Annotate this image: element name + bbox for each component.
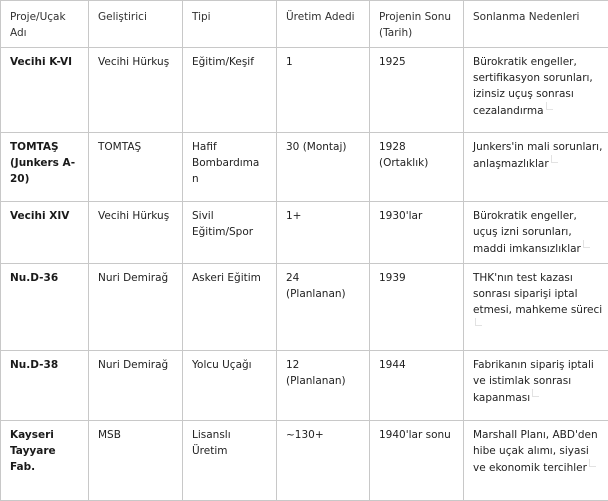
cell-project-end: 1925: [370, 48, 464, 133]
cell-developer: Vecihi Hürkuş: [89, 48, 183, 133]
cell-end-reasons: [464, 264, 608, 351]
cell-project-name: Kayseri Tayyare Fab.: [1, 421, 89, 501]
cell-developer: Nuri Demirağ: [89, 264, 183, 351]
header-cell-project-end: Projenin Sonu (Tarih): [370, 1, 464, 48]
cell-developer: Vecihi Hürkuş: [89, 202, 183, 264]
cell-production-count: ~130+: [277, 421, 370, 501]
citation-icon[interactable]: [546, 102, 553, 110]
cell-project-name: Vecihi XIV: [1, 202, 89, 264]
cell-project-name: TOMTAŞ (Junkers A-20): [1, 133, 89, 202]
citation-icon[interactable]: [589, 459, 596, 467]
header-cell-project-name: Proje/Uçak Adı: [1, 1, 89, 48]
table-row: [1, 351, 608, 421]
cell-developer: MSB: [89, 421, 183, 501]
header-cell-developer: Geliştirici: [89, 1, 183, 48]
cell-production-count: 12 (Planlanan): [277, 351, 370, 421]
cell-type: Hafif Bombardıma n: [183, 133, 277, 202]
cell-type: Askeri Eğitim: [183, 264, 277, 351]
cell-production-count: 1: [277, 48, 370, 133]
cell-project-name: Nu.D-38: [1, 351, 89, 421]
table-row: [1, 421, 608, 501]
cell-type: Lisanslı Üretim: [183, 421, 277, 501]
cell-production-count: 24 (Planlanan): [277, 264, 370, 351]
cell-developer: Nuri Demirağ: [89, 351, 183, 421]
cell-end-reasons: [464, 202, 608, 264]
cell-developer: TOMTAŞ: [89, 133, 183, 202]
citation-icon[interactable]: [551, 155, 558, 163]
table-row: [1, 202, 608, 264]
cell-project-end: 1939: [370, 264, 464, 351]
cell-project-end: 1944: [370, 351, 464, 421]
cell-project-end: 1928 (Ortaklık): [370, 133, 464, 202]
header-cell-type: Tipi: [183, 1, 277, 48]
cell-project-end: 1940'lar sonu: [370, 421, 464, 501]
end-reasons-text: THK'nın test kazası sonrası siparişi iptal etmesi, mahkeme süreci: [473, 272, 602, 316]
table-header-row: [1, 1, 608, 48]
end-reasons-text: Marshall Planı, ABD'den hibe uçak alımı, siyasi ve ekonomik tercihler: [473, 429, 598, 474]
end-reasons-text: Junkers'in mali sorunları, anlaşmazlıklar: [473, 141, 602, 170]
cell-type: Yolcu Uçağı: [183, 351, 277, 421]
header-cell-end-reasons: Sonlanma Nedenleri: [464, 1, 608, 48]
cell-type: Sivil Eğitim/Spor: [183, 202, 277, 264]
cell-end-reasons: [464, 351, 608, 421]
end-reasons-text: Bürokratik engeller, uçuş izni sorunları, maddi imkansızlıklar: [473, 210, 581, 255]
cell-production-count: 30 (Montaj): [277, 133, 370, 202]
table-row: [1, 133, 608, 202]
citation-icon[interactable]: [475, 318, 482, 326]
header-cell-production-count: Üretim Adedi: [277, 1, 370, 48]
table-row: [1, 264, 608, 351]
cell-project-name: Nu.D-36: [1, 264, 89, 351]
cell-end-reasons: [464, 133, 608, 202]
cell-production-count: 1+: [277, 202, 370, 264]
cell-project-name: Vecihi K-VI: [1, 48, 89, 133]
cell-project-end: 1930'lar: [370, 202, 464, 264]
end-reasons-text: Fabrikanın sipariş iptali ve istimlak sonrası kapanması: [473, 359, 594, 404]
cell-end-reasons: [464, 48, 608, 133]
end-reasons-text: Bürokratik engeller, sertifikasyon sorunları, izinsiz uçuş sonrası cezalandırma: [473, 56, 593, 117]
table-row: [1, 48, 608, 133]
citation-icon[interactable]: [583, 240, 590, 248]
cell-end-reasons: [464, 421, 608, 501]
citation-icon[interactable]: [532, 389, 539, 397]
cell-type: Eğitim/Keşif: [183, 48, 277, 133]
